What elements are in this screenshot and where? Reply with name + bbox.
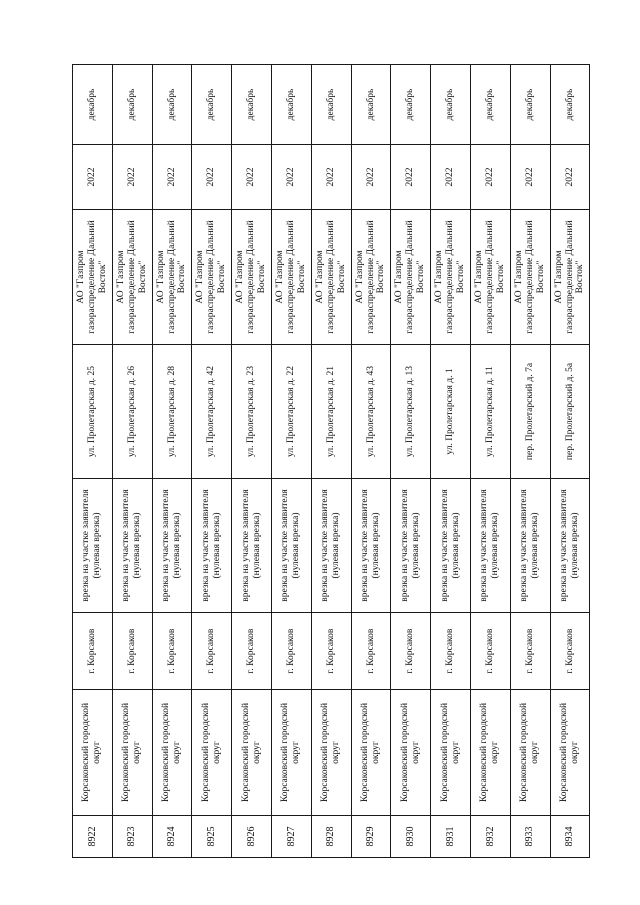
row-number-cell: 8930 [391, 816, 431, 858]
district-cell: Корсаковский городской округ [271, 690, 311, 816]
month-cell: декабрь [73, 65, 113, 145]
work-type-cell: врезка на участке заявителя (нулевая врезка) [431, 479, 471, 613]
connections-table [72, 64, 590, 858]
row-number-cell: 8924 [152, 816, 192, 858]
table-body [73, 65, 590, 858]
table-row [271, 65, 311, 858]
month-cell: декабрь [232, 65, 272, 145]
row-number-cell: 8928 [311, 816, 351, 858]
address-cell: пер. Пролетарский д. 7а [510, 345, 550, 479]
year-cell: 2022 [510, 145, 550, 210]
district-cell: Корсаковский городской округ [112, 690, 152, 816]
locality-cell: г. Корсаков [271, 613, 311, 690]
work-type-cell: врезка на участке заявителя (нулевая врезка) [73, 479, 113, 613]
work-type-cell: врезка на участке заявителя (нулевая врезка) [152, 479, 192, 613]
row-number-cell: 8931 [431, 816, 471, 858]
organization-cell: АО "Газпром газораспределение Дальний Восток" [232, 210, 272, 345]
address-cell: ул. Пролетарская д. 22 [271, 345, 311, 479]
row-number-cell: 8934 [550, 816, 590, 858]
month-cell: декабрь [311, 65, 351, 145]
address-cell: ул. Пролетарская д. 13 [391, 345, 431, 479]
district-cell: Корсаковский городской округ [192, 690, 232, 816]
address-cell: ул. Пролетарская д. 43 [351, 345, 391, 479]
month-cell: декабрь [470, 65, 510, 145]
district-cell: Корсаковский городской округ [470, 690, 510, 816]
locality-cell: г. Корсаков [391, 613, 431, 690]
year-cell: 2022 [351, 145, 391, 210]
month-cell: декабрь [351, 65, 391, 145]
organization-cell: АО "Газпром газораспределение Дальний Восток" [112, 210, 152, 345]
row-number-cell: 8922 [73, 816, 113, 858]
district-cell: Корсаковский городской округ [73, 690, 113, 816]
district-cell: Корсаковский городской округ [351, 690, 391, 816]
table-row [391, 65, 431, 858]
address-cell: ул. Пролетарская д. 26 [112, 345, 152, 479]
work-type-cell: врезка на участке заявителя (нулевая врезка) [112, 479, 152, 613]
year-cell: 2022 [391, 145, 431, 210]
work-type-cell: врезка на участке заявителя (нулевая врезка) [351, 479, 391, 613]
table-row [73, 65, 113, 858]
table-row [112, 65, 152, 858]
address-cell: ул. Пролетарская д. 1 [431, 345, 471, 479]
district-cell: Корсаковский городской округ [431, 690, 471, 816]
work-type-cell: врезка на участке заявителя (нулевая врезка) [391, 479, 431, 613]
organization-cell: АО "Газпром газораспределение Дальний Восток" [73, 210, 113, 345]
table-row [192, 65, 232, 858]
address-cell: пер. Пролетарский д. 5а [550, 345, 590, 479]
month-cell: декабрь [112, 65, 152, 145]
row-number-cell: 8933 [510, 816, 550, 858]
table-row [152, 65, 192, 858]
district-cell: Корсаковский городской округ [550, 690, 590, 816]
work-type-cell: врезка на участке заявителя (нулевая врезка) [470, 479, 510, 613]
rotated-table-wrapper [72, 65, 590, 858]
district-cell: Корсаковский городской округ [510, 690, 550, 816]
district-cell: Корсаковский городской округ [152, 690, 192, 816]
work-type-cell: врезка на участке заявителя (нулевая врезка) [510, 479, 550, 613]
month-cell: декабрь [510, 65, 550, 145]
locality-cell: г. Корсаков [510, 613, 550, 690]
locality-cell: г. Корсаков [550, 613, 590, 690]
locality-cell: г. Корсаков [470, 613, 510, 690]
organization-cell: АО "Газпром газораспределение Дальний Восток" [431, 210, 471, 345]
address-cell: ул. Пролетарская д. 11 [470, 345, 510, 479]
month-cell: декабрь [550, 65, 590, 145]
row-number-cell: 8925 [192, 816, 232, 858]
table-row [550, 65, 590, 858]
year-cell: 2022 [232, 145, 272, 210]
table-row [470, 65, 510, 858]
work-type-cell: врезка на участке заявителя (нулевая врезка) [271, 479, 311, 613]
year-cell: 2022 [73, 145, 113, 210]
organization-cell: АО "Газпром газораспределение Дальний Восток" [510, 210, 550, 345]
year-cell: 2022 [152, 145, 192, 210]
month-cell: декабрь [192, 65, 232, 145]
organization-cell: АО "Газпром газораспределение Дальний Восток" [351, 210, 391, 345]
year-cell: 2022 [470, 145, 510, 210]
district-cell: Корсаковский городской округ [391, 690, 431, 816]
year-cell: 2022 [431, 145, 471, 210]
row-number-cell: 8929 [351, 816, 391, 858]
locality-cell: г. Корсаков [192, 613, 232, 690]
address-cell: ул. Пролетарская д. 25 [73, 345, 113, 479]
locality-cell: г. Корсаков [232, 613, 272, 690]
locality-cell: г. Корсаков [311, 613, 351, 690]
organization-cell: АО "Газпром газораспределение Дальний Восток" [152, 210, 192, 345]
month-cell: декабрь [391, 65, 431, 145]
table-row [311, 65, 351, 858]
row-number-cell: 8932 [470, 816, 510, 858]
address-cell: ул. Пролетарская д. 28 [152, 345, 192, 479]
month-cell: декабрь [271, 65, 311, 145]
row-number-cell: 8926 [232, 816, 272, 858]
district-cell: Корсаковский городской округ [232, 690, 272, 816]
organization-cell: АО "Газпром газораспределение Дальний Восток" [550, 210, 590, 345]
work-type-cell: врезка на участке заявителя (нулевая врезка) [550, 479, 590, 613]
locality-cell: г. Корсаков [351, 613, 391, 690]
year-cell: 2022 [271, 145, 311, 210]
row-number-cell: 8923 [112, 816, 152, 858]
table-row [431, 65, 471, 858]
organization-cell: АО "Газпром газораспределение Дальний Восток" [271, 210, 311, 345]
table-row [510, 65, 550, 858]
row-number-cell: 8927 [271, 816, 311, 858]
organization-cell: АО "Газпром газораспределение Дальний Восток" [470, 210, 510, 345]
organization-cell: АО "Газпром газораспределение Дальний Восток" [192, 210, 232, 345]
district-cell: Корсаковский городской округ [311, 690, 351, 816]
month-cell: декабрь [431, 65, 471, 145]
locality-cell: г. Корсаков [431, 613, 471, 690]
work-type-cell: врезка на участке заявителя (нулевая врезка) [311, 479, 351, 613]
locality-cell: г. Корсаков [112, 613, 152, 690]
table-row [232, 65, 272, 858]
work-type-cell: врезка на участке заявителя (нулевая врезка) [192, 479, 232, 613]
year-cell: 2022 [311, 145, 351, 210]
table-row [351, 65, 391, 858]
address-cell: ул. Пролетарская д. 42 [192, 345, 232, 479]
year-cell: 2022 [192, 145, 232, 210]
month-cell: декабрь [152, 65, 192, 145]
organization-cell: АО "Газпром газораспределение Дальний Восток" [391, 210, 431, 345]
locality-cell: г. Корсаков [73, 613, 113, 690]
locality-cell: г. Корсаков [152, 613, 192, 690]
address-cell: ул. Пролетарская д. 21 [311, 345, 351, 479]
address-cell: ул. Пролетарская д. 23 [232, 345, 272, 479]
year-cell: 2022 [112, 145, 152, 210]
organization-cell: АО "Газпром газораспределение Дальний Восток" [311, 210, 351, 345]
work-type-cell: врезка на участке заявителя (нулевая врезка) [232, 479, 272, 613]
year-cell: 2022 [550, 145, 590, 210]
